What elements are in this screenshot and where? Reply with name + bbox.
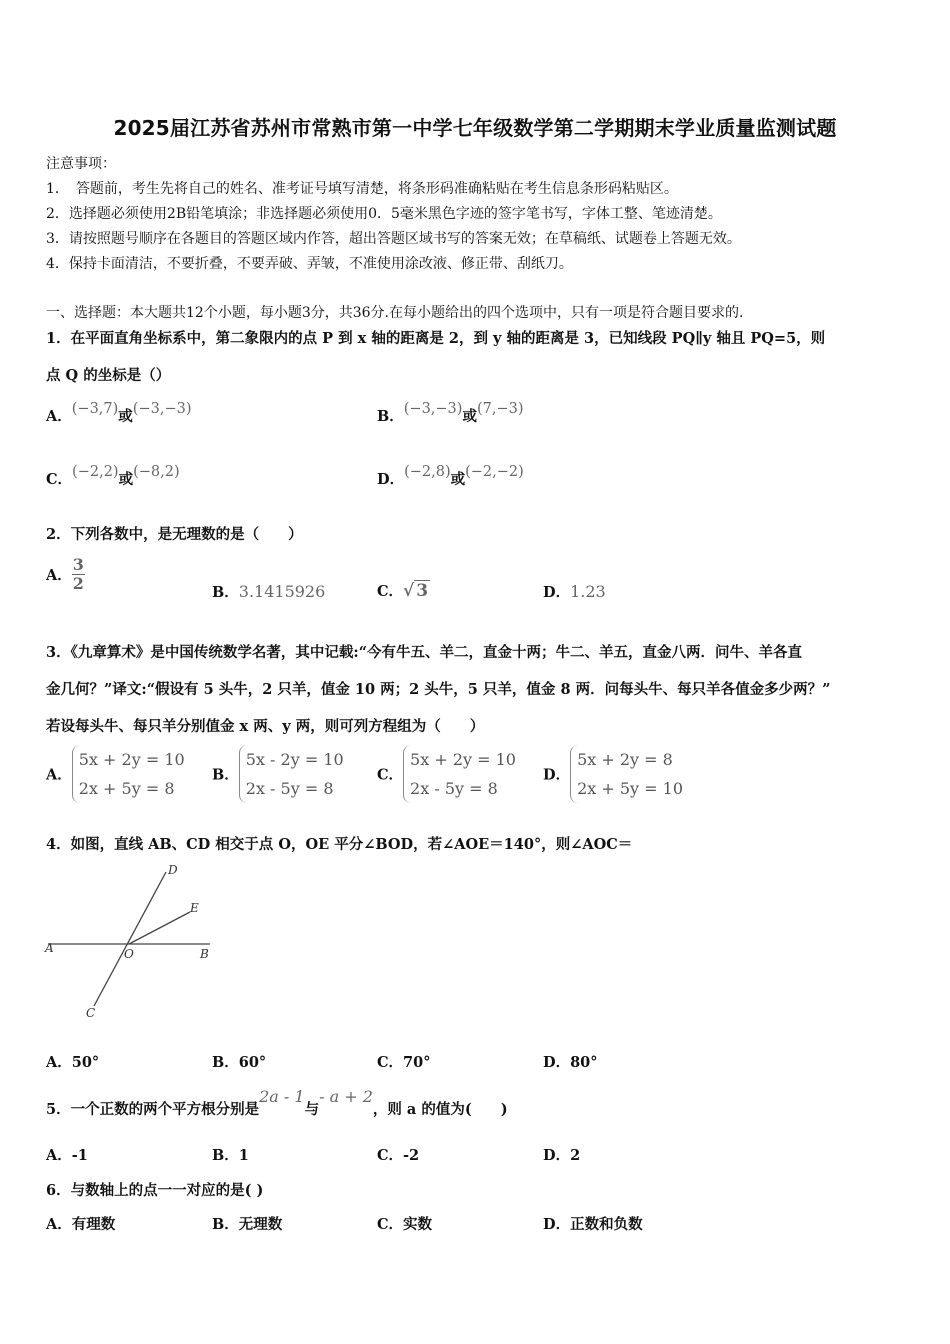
notice-item-3: 3．请按照题号顺序在各题目的答题区域内作答，超出答题区域书写的答案无效；在草稿纸、试题卷上答题无效。 (46, 231, 741, 247)
q4-option-d[interactable]: D．80° (543, 1054, 598, 1071)
equation-system: 5x - 2y = 10 2x - 5y = 8 (239, 745, 344, 803)
q6-option-d[interactable]: D．正数和负数 (543, 1216, 643, 1233)
sqrt-symbol: √ 3 (403, 581, 429, 601)
section-heading: 一、选择题：本大题共12个小题，每小题3分，共36分.在每小题给出的四个选项中，只有一项是符合题目要求的. (46, 305, 744, 321)
label-d: D (168, 863, 178, 877)
q3-stem-line2: 金几何？”译文:“假设有 5 头牛，2 只羊，值金 10 两；2 头牛，5 只羊，值金 8 两．问每头牛、每只羊各值金多少两？” (46, 681, 831, 698)
q4-figure (44, 860, 216, 1020)
q5-option-c[interactable]: C．-2 (377, 1147, 420, 1164)
q2-stem: 2．下列各数中，是无理数的是（ ） (46, 526, 303, 543)
q3-option-c[interactable]: C． 5x + 2y = 10 2x - 5y = 8 (377, 745, 516, 803)
q4-option-c[interactable]: C．70° (377, 1054, 431, 1071)
q5-option-a[interactable]: A．-1 (46, 1147, 88, 1164)
line-cd (94, 872, 166, 1006)
q6-option-b[interactable]: B．无理数 (212, 1216, 283, 1233)
q1-option-d[interactable]: D．(−2,8)或(−2,−2) (377, 464, 524, 488)
q3-option-d[interactable]: D． 5x + 2y = 8 2x + 5y = 10 (543, 745, 683, 803)
q2-option-c[interactable]: C．√ 3 (377, 581, 429, 601)
q6-option-a[interactable]: A．有理数 (46, 1216, 116, 1233)
ray-oe (129, 912, 190, 944)
label-a: A (45, 941, 54, 955)
q3-stem-line1: 3．《九章算术》是中国传统数学名著，其中记载:“今有牛五、羊二，直金十两；牛二、羊五，直金八两．问牛、羊各直 (46, 644, 803, 661)
q6-option-c[interactable]: C．实数 (377, 1216, 433, 1233)
label-o: O (124, 947, 134, 961)
q3-stem-line3: 若设每头牛、每只羊分别值金 x 两、y 两，则可列方程组为（ ） (46, 718, 485, 735)
q1-stem-line1: 1．在平面直角坐标系中，第二象限内的点 P 到 x 轴的距离是 2，到 y 轴的距离是 3，已知线段 PQ∥y 轴且 PQ=5，则 (46, 330, 826, 347)
notice-item-1: 1． 答题前，考生先将自己的姓名、准考证号填写清楚，将条形码准确粘贴在考生信息条形码粘贴区。 (46, 181, 678, 197)
q4-option-b[interactable]: B．60° (212, 1054, 267, 1071)
q6-stem: 6．与数轴上的点一一对应的是( ) (46, 1182, 264, 1199)
q4-option-a[interactable]: A．50° (46, 1054, 100, 1071)
notice-item-4: 4．保持卡面清洁，不要折叠，不要弄破、弄皱，不准使用涂改液、修正带、刮纸刀。 (46, 256, 573, 272)
label-c: C (86, 1006, 96, 1020)
label-e: E (190, 901, 199, 915)
q1-stem-line2: 点 Q 的坐标是（） (46, 367, 171, 384)
notice-heading: 注意事项： (46, 156, 116, 172)
q1-option-c[interactable]: C．(−2,2)或(−8,2) (46, 464, 180, 488)
q5-option-b[interactable]: B．1 (212, 1147, 249, 1164)
notice-item-2: 2．选择题必须使用2B铅笔填涂；非选择题必须使用0．5毫米黑色字迹的签字笔书写，字体工整、笔迹清楚。 (46, 206, 722, 222)
q5-stem: 5．一个正数的两个平方根分别是2a - 1与- a + 2，则 a 的值为( ) (46, 1087, 508, 1118)
q3-option-b[interactable]: B． 5x - 2y = 10 2x - 5y = 8 (212, 745, 344, 803)
q5-option-d[interactable]: D．2 (543, 1147, 581, 1164)
q2-option-b[interactable]: B．3.1415926 (212, 582, 326, 601)
equation-system: 5x + 2y = 10 2x - 5y = 8 (403, 745, 516, 803)
q1-option-b[interactable]: B．(−3,−3)或(7,−3) (377, 401, 524, 425)
label-b: B (200, 947, 209, 961)
fraction: $\frac{3}{2}$ (72, 555, 84, 593)
q3-option-a[interactable]: A． 5x + 2y = 10 2x + 5y = 8 (46, 745, 185, 803)
q1-option-a[interactable]: A．(−3,7)或(−3,−3) (46, 401, 192, 425)
q2-option-a[interactable]: A． $\frac{3}{2}$ (46, 555, 84, 593)
equation-system: 5x + 2y = 8 2x + 5y = 10 (570, 745, 683, 803)
q2-option-d[interactable]: D．1.23 (543, 582, 606, 601)
q4-stem: 4．如图，直线 AB、CD 相交于点 O，OE 平分∠BOD，若∠AOE＝140°，则∠AOC＝ (46, 836, 633, 853)
page-title: 2025届江苏省苏州市常熟市第一中学七年级数学第二学期期末学业质量监测试题 (113, 116, 837, 140)
equation-system: 5x + 2y = 10 2x + 5y = 8 (72, 745, 185, 803)
